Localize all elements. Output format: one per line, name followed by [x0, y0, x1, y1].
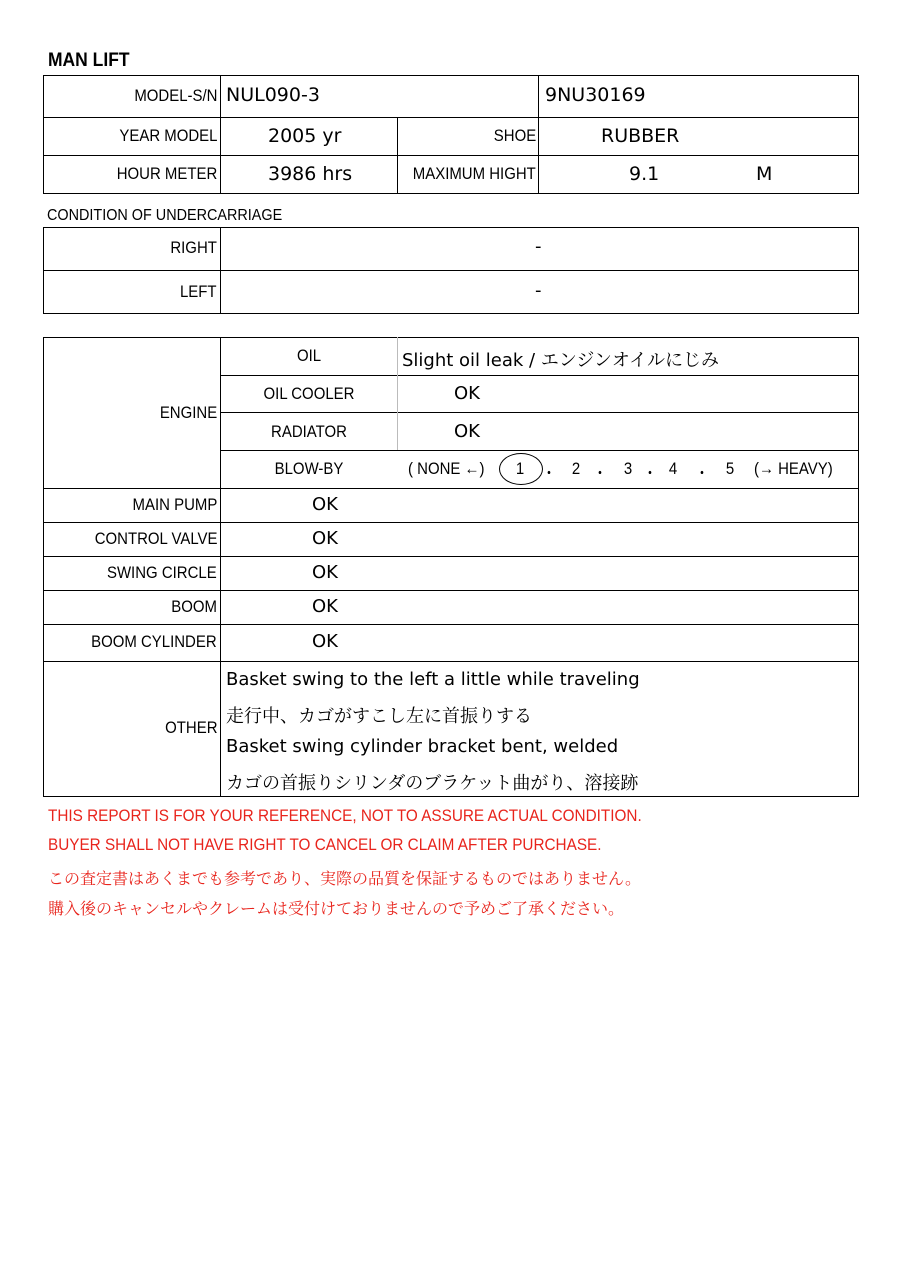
- disclaimer-line: THIS REPORT IS FOR YOUR REFERENCE, NOT TO ASSURE ACTUAL CONDITION.: [48, 806, 642, 825]
- other-note-line: Basket swing to the left a little while traveling: [226, 669, 640, 690]
- hour-meter-label: HOUR METER: [116, 164, 217, 183]
- blowby-scale-5: 5: [725, 459, 735, 478]
- blowby-separator: ・: [541, 464, 557, 483]
- year-model-value: 2005 yr: [268, 125, 342, 147]
- radiator-value: OK: [454, 421, 480, 442]
- swing-circle-value: OK: [312, 562, 338, 583]
- main-pump-label: MAIN PUMP: [132, 495, 217, 514]
- max-height-label: MAXIMUM HIGHT: [412, 164, 536, 183]
- max-height-unit: M: [756, 163, 773, 185]
- oil-cooler-value: OK: [454, 383, 480, 404]
- model-value: NUL090-3: [226, 84, 320, 106]
- oil-value: Slight oil leak / エンジンオイルにじみ: [402, 350, 720, 371]
- col-divider: [397, 337, 398, 450]
- boom-label: BOOM: [171, 597, 217, 616]
- undercarriage-section-label: CONDITION OF UNDERCARRIAGE: [47, 207, 283, 224]
- blowby-scale-4: 4: [668, 459, 678, 478]
- blowby-scale-2: 2: [571, 459, 581, 478]
- disclaimer-line: この査定書はあくまでも参考であり、実際の品質を保証するものではありません。: [48, 869, 641, 888]
- serial-number-value: 9NU30169: [545, 84, 646, 106]
- undercarriage-left-value: -: [535, 280, 542, 301]
- blowby-separator: ・: [592, 464, 608, 483]
- other-note-line: カゴの首振りシリンダのブラケット曲がり、溶接跡: [226, 773, 639, 794]
- max-height-value: 9.1: [629, 163, 660, 185]
- boom-cylinder-label: BOOM CYLINDER: [91, 632, 217, 651]
- col-divider: [220, 227, 221, 314]
- row-divider: [43, 556, 859, 557]
- row-divider: [220, 375, 859, 376]
- col-divider: [538, 75, 539, 117]
- oil-cooler-label: OIL COOLER: [263, 384, 355, 403]
- blowby-scale-1: 1: [515, 459, 525, 478]
- col-divider: [220, 75, 221, 194]
- boom-value: OK: [312, 596, 338, 617]
- blowby-label: BLOW-BY: [274, 459, 344, 478]
- col-divider: [397, 117, 398, 194]
- undercarriage-right-value: -: [535, 236, 542, 257]
- disclaimer-line: BUYER SHALL NOT HAVE RIGHT TO CANCEL OR CLAIM AFTER PURCHASE.: [48, 835, 602, 854]
- row-divider: [220, 450, 859, 451]
- blowby-none-label: ( NONE ←): [408, 459, 485, 478]
- undercarriage-right-label: RIGHT: [170, 238, 217, 257]
- row-divider: [43, 590, 859, 591]
- row-divider: [43, 270, 859, 271]
- control-valve-value: OK: [312, 528, 338, 549]
- main-pump-value: OK: [312, 494, 338, 515]
- year-model-label: YEAR MODEL: [118, 126, 217, 145]
- oil-label: OIL: [296, 346, 322, 365]
- blowby-separator: ・: [642, 464, 658, 483]
- model-sn-label: MODEL-S/N: [133, 86, 217, 105]
- other-label: OTHER: [164, 718, 217, 737]
- col-divider: [220, 337, 221, 797]
- blowby-scale-3: 3: [623, 459, 633, 478]
- blowby-separator: ・: [694, 464, 710, 483]
- row-divider: [43, 522, 859, 523]
- boom-cylinder-value: OK: [312, 631, 338, 652]
- row-divider: [43, 155, 859, 156]
- shoe-label: SHOE: [493, 126, 536, 145]
- shoe-value: RUBBER: [601, 125, 680, 147]
- row-divider: [43, 488, 859, 489]
- document-title: MAN LIFT: [48, 50, 130, 71]
- swing-circle-label: SWING CIRCLE: [107, 563, 217, 582]
- row-divider: [43, 624, 859, 625]
- engine-label: ENGINE: [159, 403, 217, 422]
- row-divider: [220, 412, 859, 413]
- hour-meter-value: 3986 hrs: [268, 163, 353, 185]
- row-divider: [43, 117, 859, 118]
- disclaimer-line: 購入後のキャンセルやクレームは受付けておりませんので予めご了承ください。: [48, 899, 625, 918]
- other-note-line: 走行中、カゴがすこし左に首振りする: [226, 706, 532, 727]
- radiator-label: RADIATOR: [271, 422, 347, 441]
- row-divider: [43, 661, 859, 662]
- blowby-heavy-label: (→ HEAVY): [754, 459, 833, 478]
- control-valve-label: CONTROL VALVE: [94, 529, 217, 548]
- col-divider: [538, 117, 539, 194]
- undercarriage-left-label: LEFT: [180, 282, 217, 301]
- other-note-line: Basket swing cylinder bracket bent, welded: [226, 736, 619, 757]
